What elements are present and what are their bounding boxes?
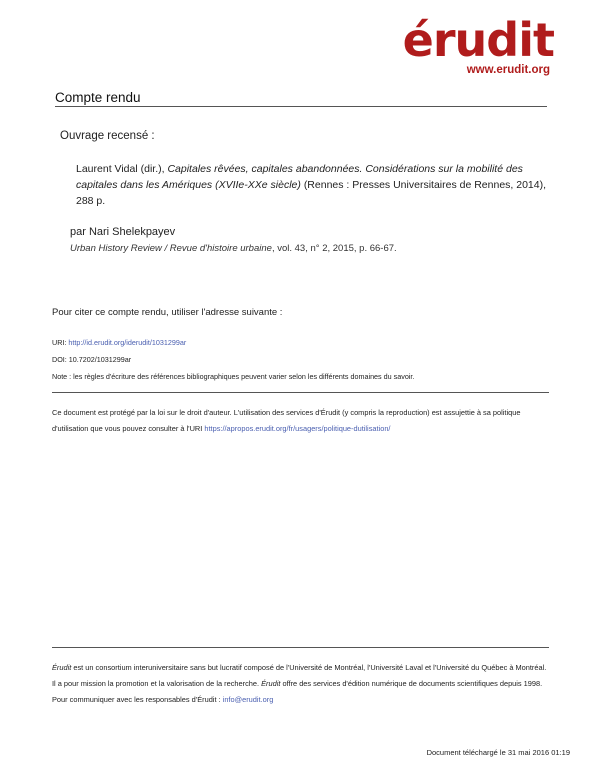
footer-line2: offre des services d'édition numérique de documents scientifiques depuis 1998. <box>282 679 543 688</box>
doi-label: DOI: <box>52 355 67 364</box>
journal-details: , vol. 43, n° 2, 2015, p. 66-67. <box>271 243 397 254</box>
uri-line <box>52 338 186 347</box>
journal-title: Urban History Review / Revue d'histoire urbaine <box>70 243 272 254</box>
download-timestamp: Document téléchargé le 31 mai 2016 01:19 <box>426 748 570 757</box>
footer-line1: est un consortium interuniversitaire sans but lucratif composé de l'Université de Montréal, l'Université Laval et l'Université du Québec à Montréal. Il a pour mission la promotion et la valorisation de la recherche. <box>52 663 547 688</box>
citation-publisher: (Rennes : Presses Universitaires de Rennes, 2014), 288 p. <box>76 179 547 207</box>
logo-url[interactable]: www.erudit.org <box>466 64 550 76</box>
doi-line <box>52 355 131 364</box>
doi-value: 10.7202/1031299ar <box>68 355 132 364</box>
footer-divider <box>52 647 549 648</box>
citation-title: Capitales rêvées, capitales abandonnées. Considérations sur la mobilité des capitales dans les Amériques (XVIIe-XXe siècle) <box>76 163 523 191</box>
ouvrage-label: Ouvrage recensé : <box>60 130 155 142</box>
contact-email[interactable]: info@erudit.org <box>222 695 274 704</box>
copyright-text: Ce document est protégé par la loi sur le droit d'auteur. L'utilisation des services d'Érudit (y compris la reproduction) est assujettie à sa politique d'utilisation que vous pouvez consulter à l'URI <box>52 408 521 433</box>
footer-about <box>52 660 547 708</box>
section-divider <box>52 392 549 393</box>
uri-link[interactable]: http://id.erudit.org/iderudit/1031299ar <box>68 338 187 347</box>
citation-author: Laurent Vidal (dir.), <box>76 163 165 175</box>
cite-heading: Pour citer ce compte rendu, utiliser l'adresse suivante : <box>52 307 283 318</box>
reviewer: par Nari Shelekpayev <box>70 226 176 238</box>
journal-reference <box>70 243 550 254</box>
logo-wordmark: érudit <box>402 13 554 67</box>
erudit-name: Érudit <box>261 679 281 688</box>
section-title: Compte rendu <box>55 90 141 105</box>
erudit-logo <box>402 13 554 84</box>
citation-note: Note : les règles d'écriture des références bibliographiques peuvent varier selon les différents domaines du savoir. <box>52 372 415 381</box>
title-divider <box>55 106 547 107</box>
uri-label: URI: <box>52 338 67 347</box>
contact-text: Pour communiquer avec les responsables d'Érudit : <box>52 695 221 704</box>
policy-link[interactable]: https://apropos.erudit.org/fr/usagers/politique-dutilisation/ <box>204 424 391 433</box>
erudit-name: Érudit <box>52 663 72 672</box>
book-citation <box>76 161 546 209</box>
copyright-notice <box>52 405 552 437</box>
